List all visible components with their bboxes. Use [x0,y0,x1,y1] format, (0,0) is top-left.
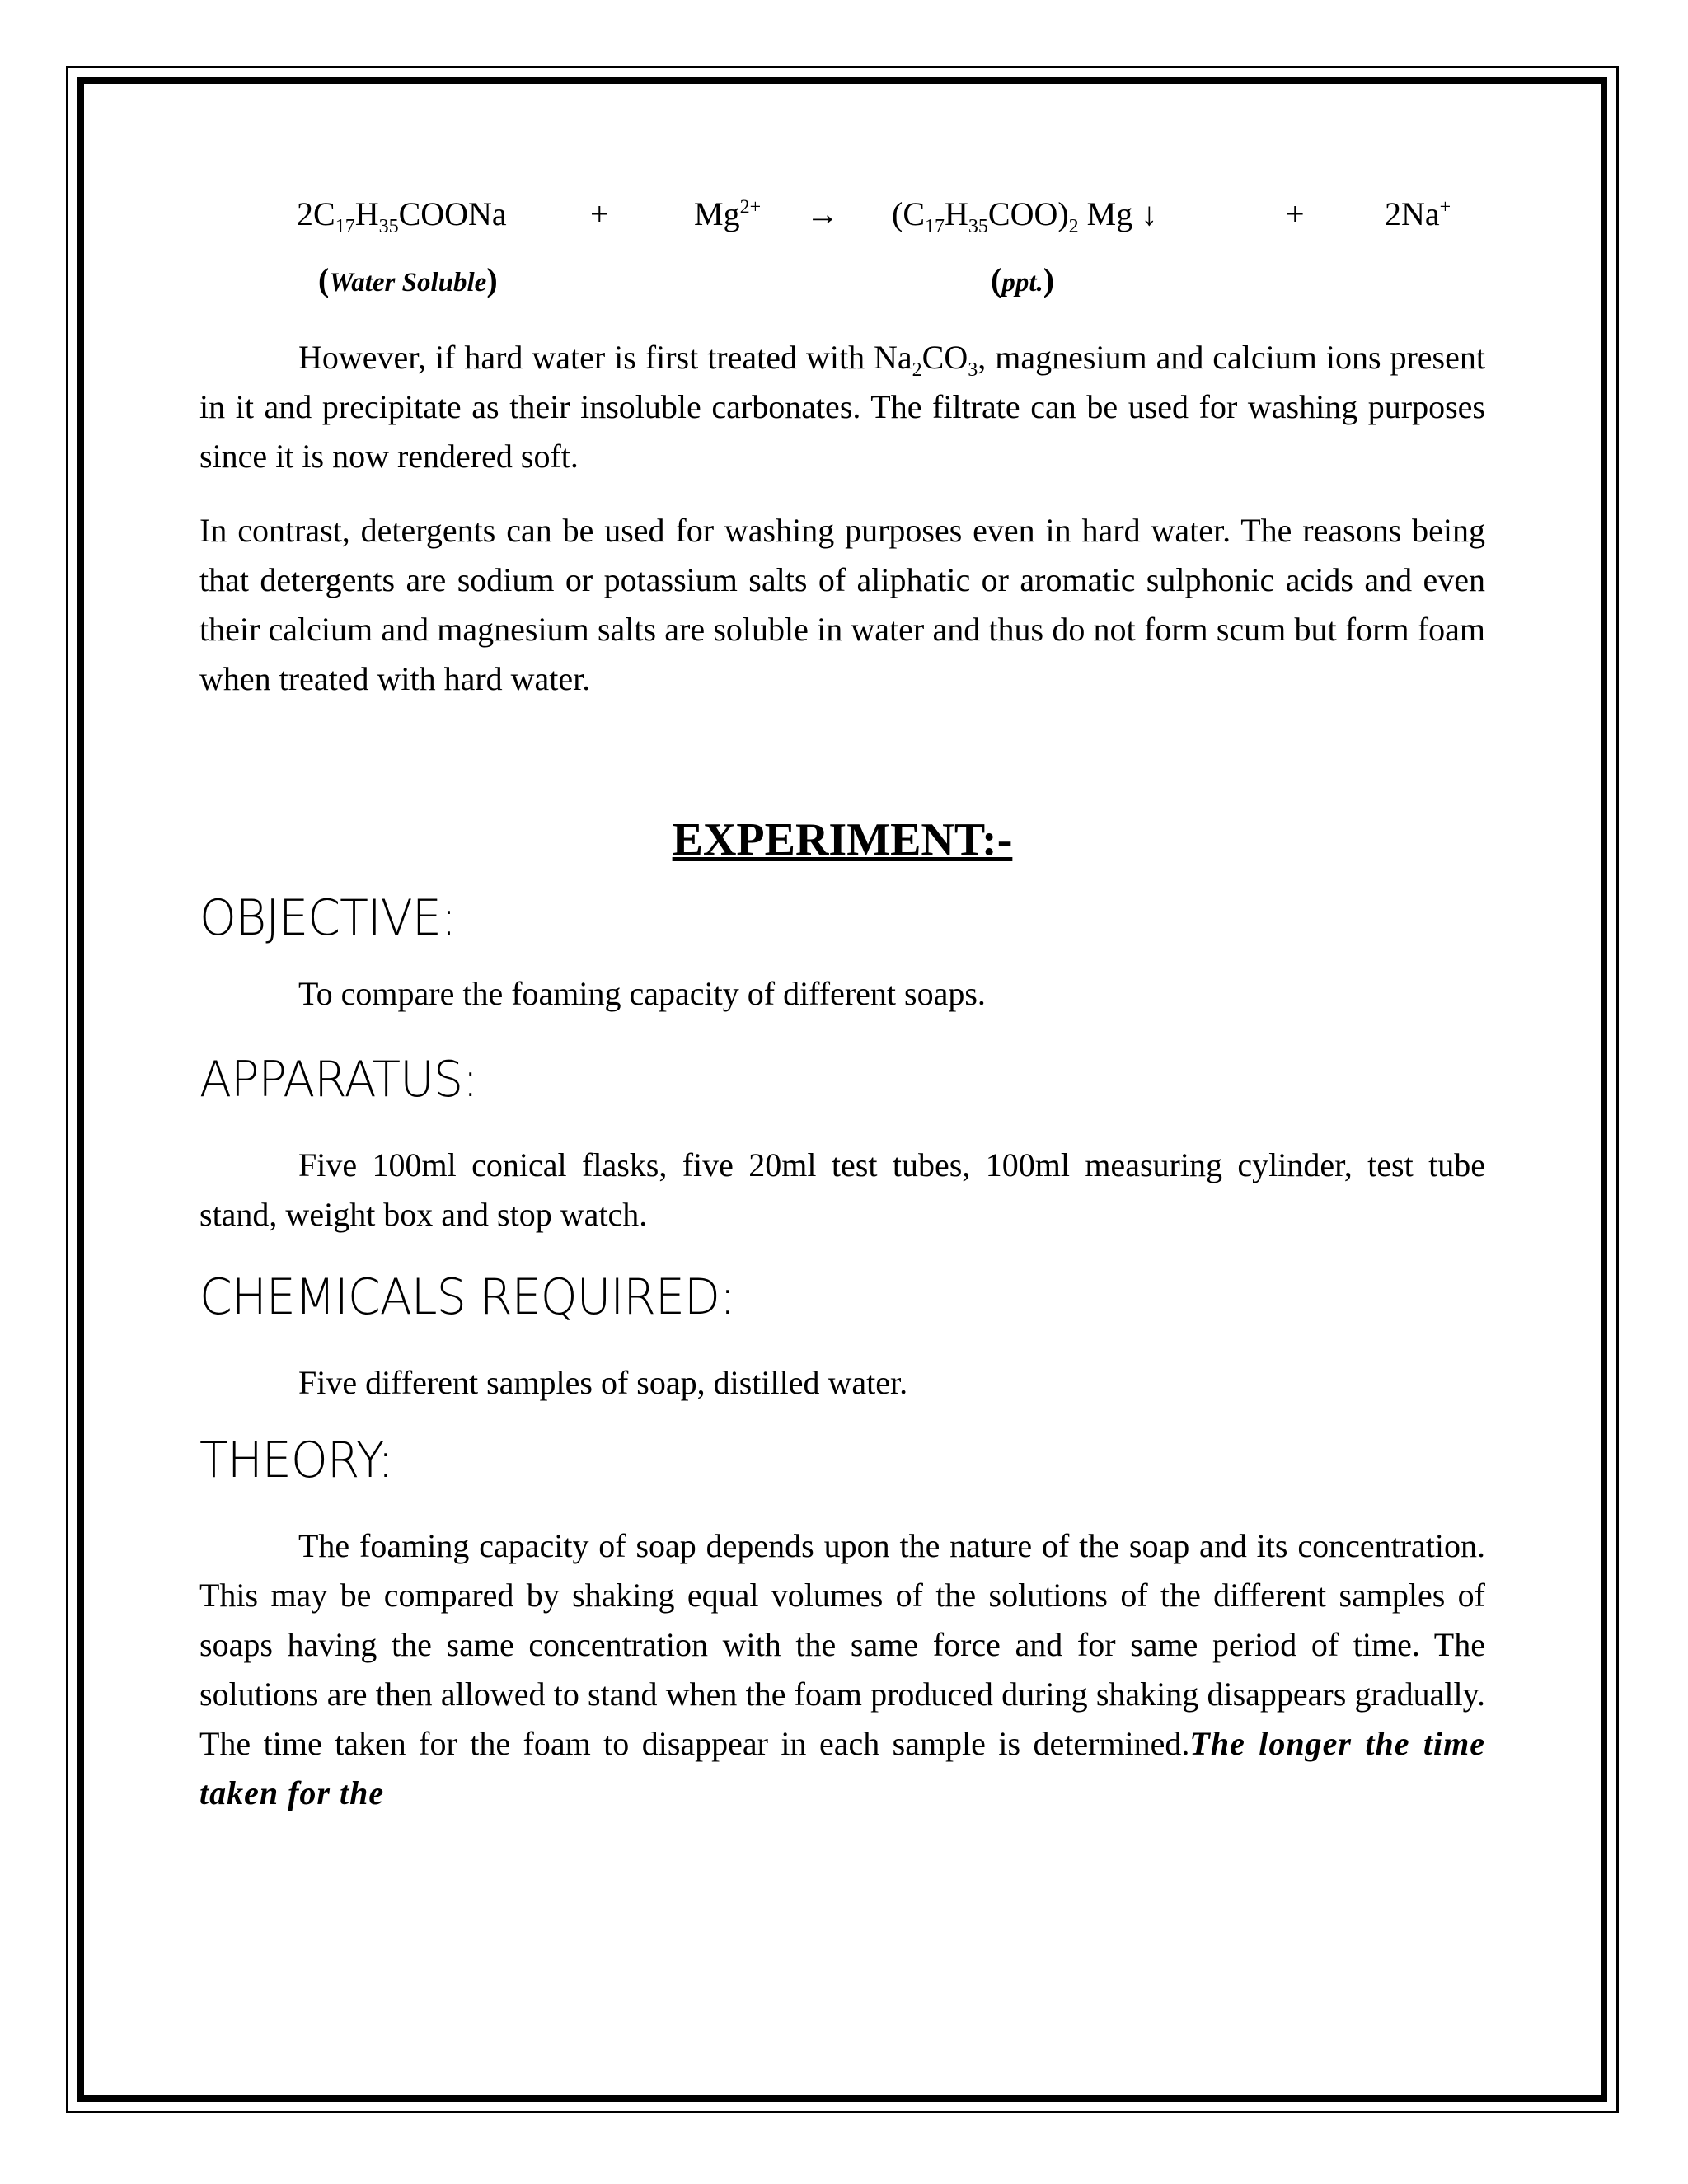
experiment-title: EXPERIMENT:- [672,814,1013,865]
apparatus-heading: APPARATUS: [199,1051,478,1108]
theory-emphasis: The longer the time taken for the [199,1725,1485,1811]
equation-arrow: → [806,195,839,232]
chemicals-text: Five different samples of soap, distilled water. [298,1364,908,1401]
objective-text: To compare the foaming capacity of different soaps. [298,975,986,1012]
equation-reactant: $2C_{17}H_{35}COONa$ [297,195,507,237]
equation-byproduct: 2Na+ [1385,195,1451,232]
label-water-soluble: (Water Soluble) [318,261,498,298]
equation-plus-2: + [1286,195,1305,232]
objective-heading: OBJECTIVE: [199,889,457,947]
equation-labels [199,255,1485,305]
document-content [199,190,1485,1818]
equation-product: $(C_{17}H_{35}COO)_2$ Mg ↓ [892,195,1158,237]
apparatus-text: Five 100ml conical flasks, five 20ml test tubes, 100ml measuring cylinder, test tube stand, weight box and stop watch. [199,1146,1485,1233]
chemicals-heading: CHEMICALS REQUIRED: [199,1268,735,1326]
theory-heading: THEORY: [199,1432,393,1489]
paragraph-detergents: In contrast, detergents can be used for washing purposes even in hard water. The reasons being that detergents are sodium or potassium salts of aliphatic or aromatic sulphonic acids and even their calcium and magnesium salts are soluble in water and thus do not form scum but form foam when treated with hard water. [199,512,1485,697]
equation-ion: $Mg^{2+}$ [694,195,762,232]
theory-text: The foaming capacity of soap depends upon the nature of the soap and its concentration. This may be compared by shaking equal volumes of the solutions of the different samples of soaps having the same concentration with the same force and for same period of time. The solutions are then allowed to stand when the foam produced during shaking disappears gradually. The time taken for the foam to disappear in each sample is determined.The longer the time taken for the [199,1527,1485,1811]
chemical-equation [199,190,1485,239]
label-ppt: (ppt.) [991,261,1055,298]
equation-plus-1: + [590,195,609,232]
paragraph-hard-water-treatment: However, if hard water is first treated with $Na_2CO_3$, magnesium and calcium ions present in it and precipitate as their insoluble carbonates. The filtrate can be used for washing purposes since it is now rendered soft. [199,339,1485,475]
